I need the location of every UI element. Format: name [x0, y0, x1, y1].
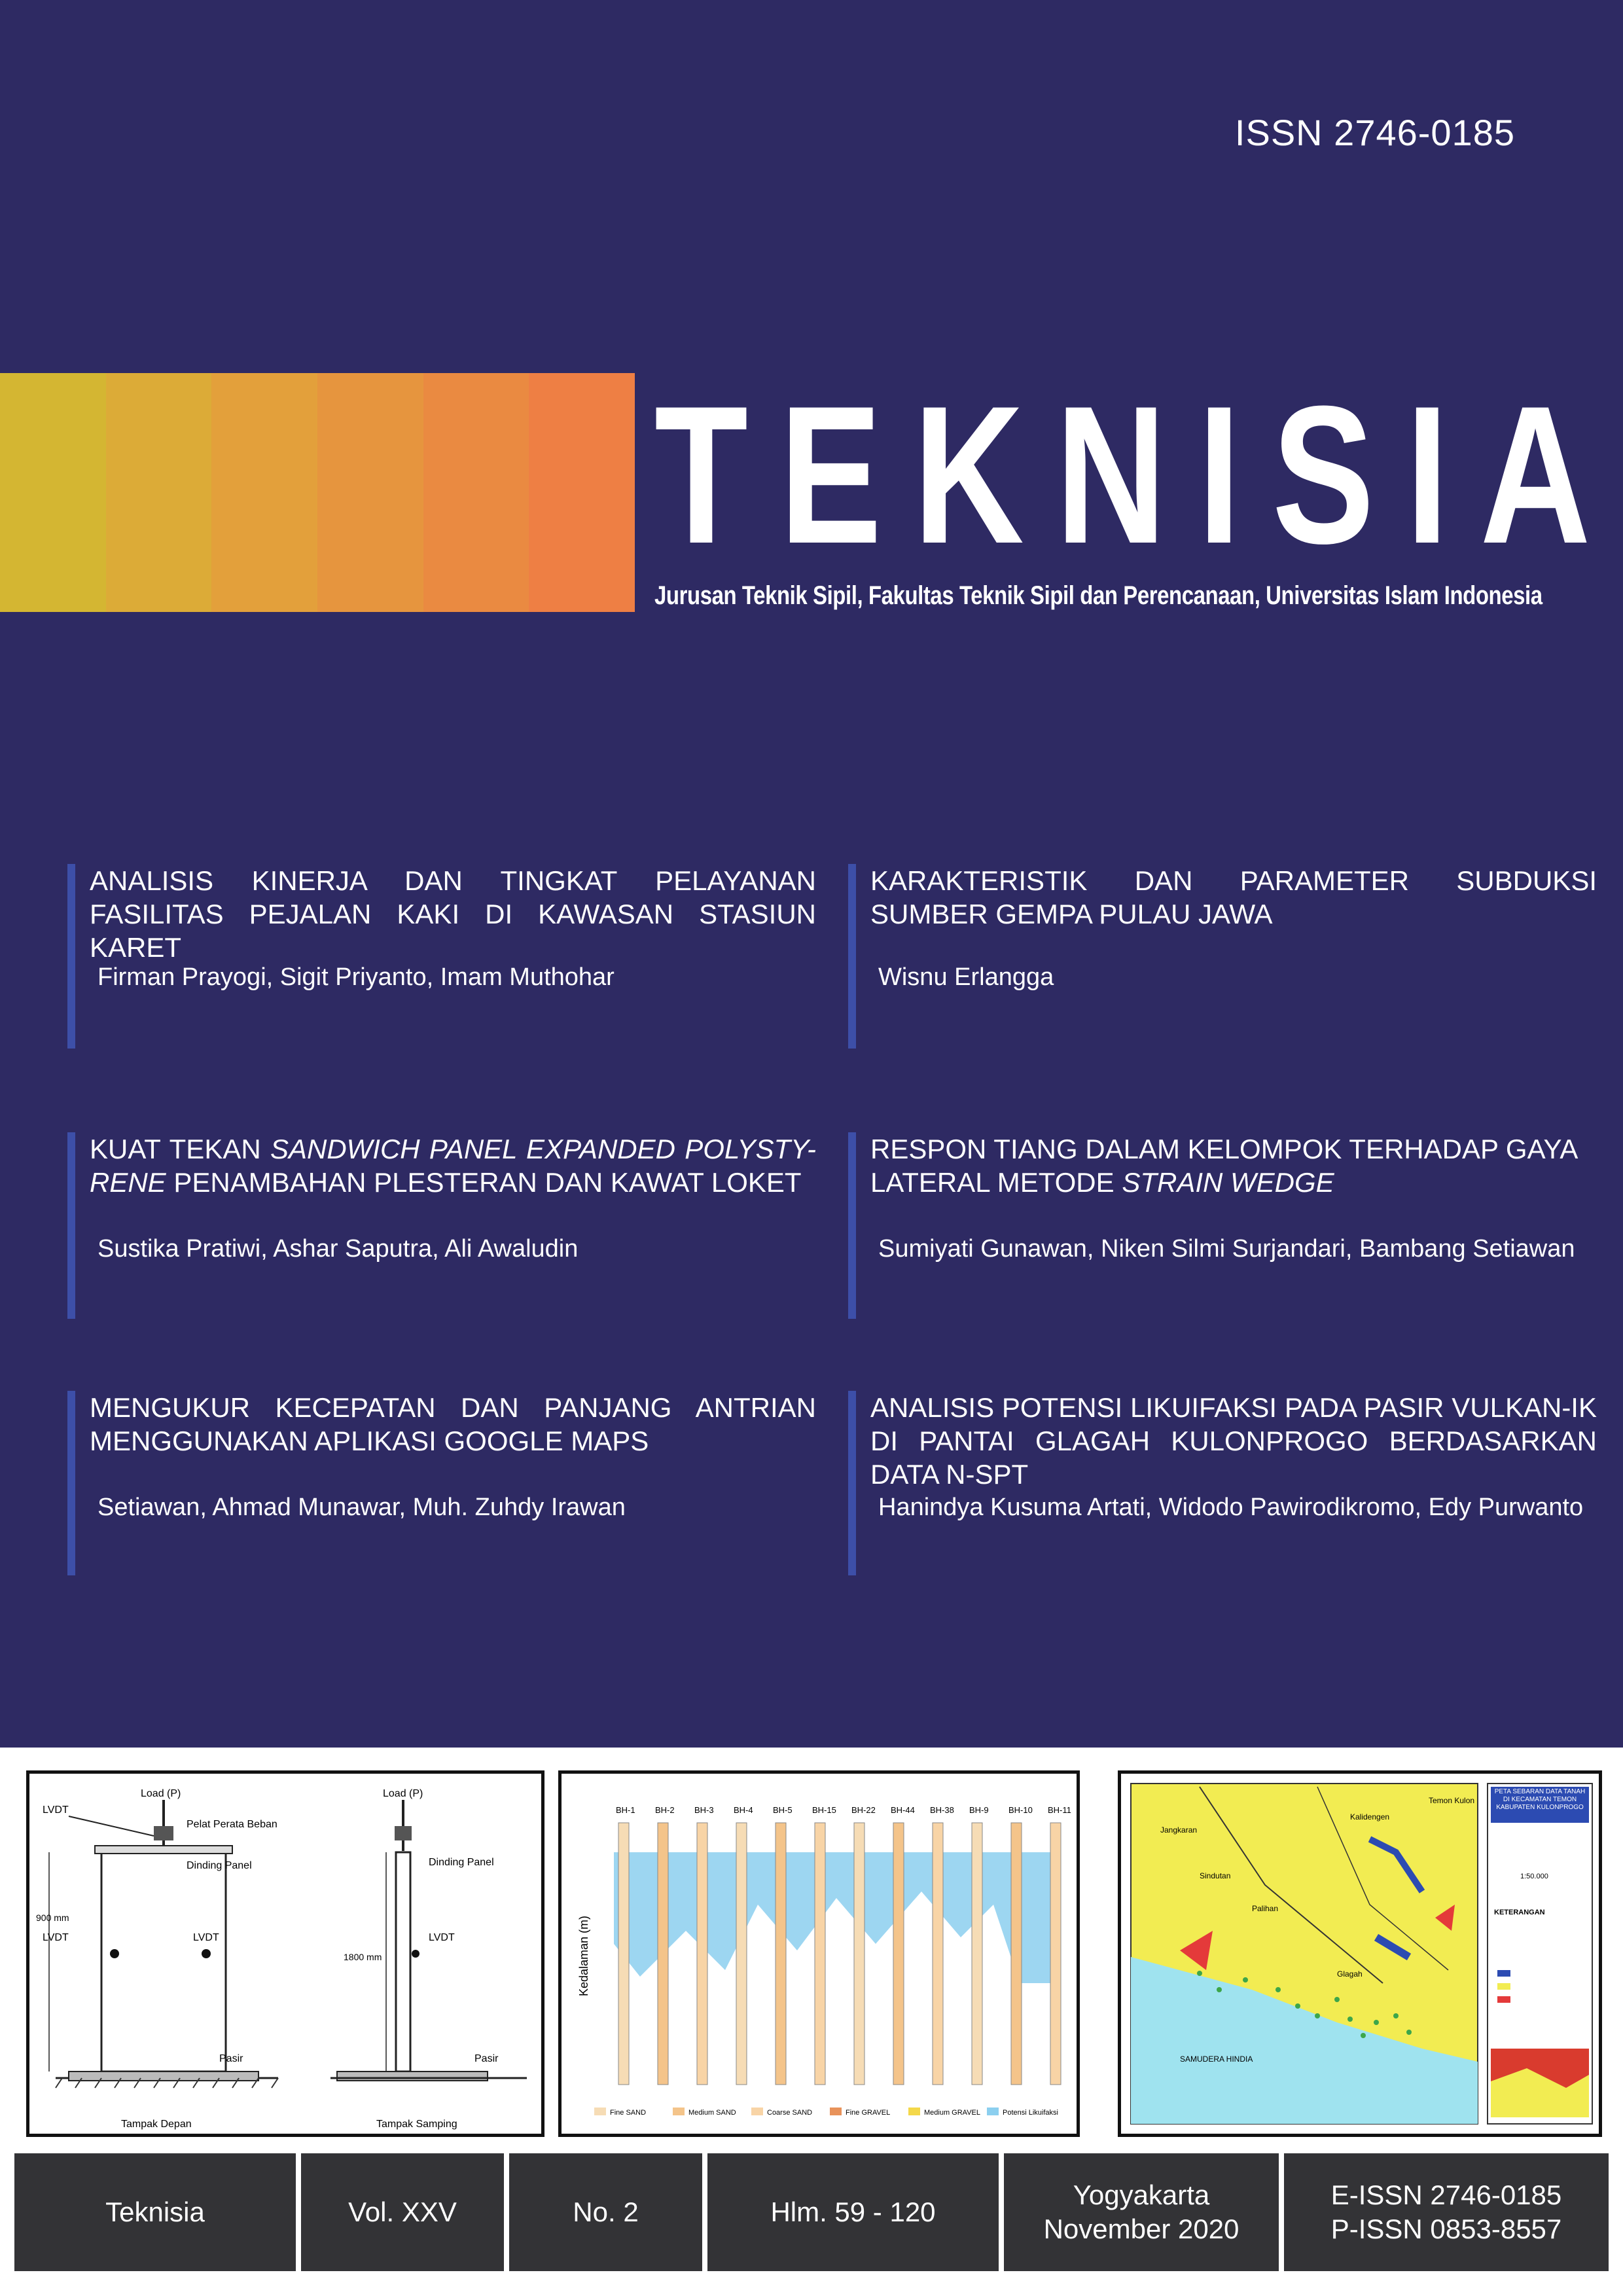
article-1[interactable]: [67, 864, 816, 1049]
article-3[interactable]: [67, 1132, 816, 1319]
place-date-cell: [1004, 2153, 1279, 2271]
p-issn: P-ISSN 0853-8557: [1330, 2214, 1562, 2244]
city: Yogyakarta: [1073, 2179, 1210, 2210]
borehole-label: BH-44: [891, 1805, 915, 1815]
borehole-column: [972, 1823, 982, 2085]
borehole-column: [815, 1823, 825, 2085]
borehole-label: BH-15: [812, 1805, 836, 1815]
article-title: ANALISIS KINERJA DAN TINGKAT PELAYANAN FASILITAS PEJALAN KAKI DI KAWASAN STASIUN KARET: [90, 865, 816, 963]
place-label: Temon Kulon: [1429, 1796, 1475, 1805]
load-label: Load (P): [141, 1788, 181, 1799]
article-4[interactable]: [848, 1132, 1597, 1319]
title-italic: STRAIN WEDGE: [1122, 1167, 1334, 1198]
lvdt-label: LVDT: [43, 1804, 69, 1816]
figure-map: [1118, 1770, 1602, 2137]
height-900-label: 900 mm: [36, 1912, 69, 1923]
e-issn: E-ISSN 2746-0185: [1330, 2179, 1562, 2210]
borehole-column: [697, 1823, 707, 2085]
journal-subtitle: Jurusan Teknik Sipil, Fakultas Teknik Sipil dan Perencanaan, Universitas Islam Indonesia: [654, 581, 1543, 610]
article-authors: Firman Prayogi, Sigit Priyanto, Imam Muthohar: [98, 963, 615, 991]
borehole-label: BH-5: [773, 1805, 793, 1815]
volume: Vol. XXV: [348, 2197, 457, 2227]
sand-label: Pasir: [219, 2053, 243, 2064]
place-label: Palihan: [1252, 1904, 1279, 1913]
legend-swatch: [673, 2108, 685, 2115]
legend-swatch: [594, 2108, 606, 2115]
lvdt-label: LVDT: [429, 1932, 455, 1943]
band-segment: [0, 373, 106, 612]
borehole-label: BH-2: [655, 1805, 675, 1815]
legend-swatch: [751, 2108, 763, 2115]
title-part: KUAT TEKAN: [90, 1134, 270, 1164]
issn-label: ISSN 2746-0185: [1234, 112, 1515, 153]
band-segment: [529, 373, 635, 612]
borehole-column: [1050, 1823, 1061, 2085]
borehole-column: [1011, 1823, 1022, 2085]
legend-label: Fine GRAVEL: [846, 2109, 891, 2117]
borehole-column: [776, 1823, 786, 2085]
pages-cell: [707, 2153, 999, 2271]
borehole-label: BH-10: [1008, 1805, 1033, 1815]
article-2[interactable]: [848, 864, 1597, 1049]
legend-swatch: [830, 2108, 842, 2115]
soil-data-map: [1121, 1774, 1599, 2134]
band-segment: [423, 373, 529, 612]
map-scale: 1:50.000: [1520, 1873, 1548, 1880]
figure-borehole-profile: [558, 1770, 1080, 2137]
article-title: ANALISIS POTENSI LIKUIFAKSI PADA PASIR VULKAN-IK DI PANTAI GLAGAH KULONPROGO BERDASARKAN DATA N-SPT: [870, 1392, 1597, 1490]
band-segment: [317, 373, 423, 612]
depth-axis-label: Kedalaman (m): [577, 1915, 590, 1996]
volume-cell: [301, 2153, 504, 2271]
band-segment: [211, 373, 317, 612]
side-view-label: Tampak Samping: [376, 2119, 457, 2130]
place-label: Jangkaran: [1160, 1825, 1198, 1835]
issue-info-bar: [14, 2153, 1609, 2271]
article-5[interactable]: [67, 1391, 816, 1575]
title-part: RESPON TIANG DALAM KELOMPOK TERHADAP GAYA LATERAL METODE: [870, 1134, 1577, 1198]
band-segment: [106, 373, 212, 612]
article-title: [870, 1132, 1597, 1199]
pages: Hlm. 59 - 120: [770, 2197, 936, 2227]
front-view-label: Tampak Depan: [121, 2119, 192, 2130]
article-6[interactable]: [848, 1391, 1597, 1575]
legend-label: Coarse SAND: [767, 2109, 813, 2117]
map-title: PETA SEBARAN DATA TANAH DI KECAMATAN TEMON KABUPATEN KULONPROGO: [1494, 1788, 1586, 1811]
lvdt-label: LVDT: [193, 1932, 219, 1943]
borehole-label: BH-9: [969, 1805, 989, 1815]
borehole-column: [658, 1823, 668, 2085]
journal-name-cell: [14, 2153, 296, 2271]
lvdt-label: LVDT: [43, 1932, 69, 1943]
borehole-label: BH-4: [734, 1805, 753, 1815]
article-authors: Hanindya Kusuma Artati, Widodo Pawirodikromo, Edy Purwanto: [878, 1494, 1584, 1521]
borehole-column: [736, 1823, 747, 2085]
place-label: Kalidengen: [1350, 1812, 1390, 1821]
legend-label: Medium SAND: [688, 2109, 736, 2117]
borehole-column: [618, 1823, 629, 2085]
borehole-diagram: [562, 1774, 1077, 2134]
borehole-label: BH-1: [616, 1805, 635, 1815]
sand-label: Pasir: [474, 2053, 499, 2064]
article-title: [90, 1132, 816, 1199]
borehole-column: [893, 1823, 904, 2085]
ocean-label: SAMUDERA HINDIA: [1180, 2054, 1253, 2064]
plate-label: Pelat Perata Beban: [187, 1819, 277, 1830]
legend-label: Fine SAND: [610, 2109, 647, 2117]
title-italic: SANDWICH PANEL EXPANDED POLYSTY-RENE: [90, 1134, 817, 1198]
borehole-column: [933, 1823, 943, 2085]
issue-number: No. 2: [573, 2197, 639, 2227]
color-band: [0, 373, 635, 612]
issn-cell: [1284, 2153, 1609, 2271]
place-label: Glagah: [1337, 1969, 1363, 1979]
height-1800-label: 1800 mm: [344, 1952, 382, 1962]
borehole-label: BH-11: [1048, 1805, 1071, 1815]
panel-test-diagram: [29, 1774, 541, 2134]
article-authors: Wisnu Erlangga: [878, 963, 1054, 991]
load-label: Load (P): [383, 1788, 423, 1799]
article-title: KARAKTERISTIK DAN PARAMETER SUBDUKSI SUMBER GEMPA PULAU JAWA: [870, 865, 1597, 929]
borehole-label: BH-22: [851, 1805, 876, 1815]
journal-name: Teknisia: [105, 2197, 205, 2227]
title-part: PENAMBAHAN PLESTERAN DAN KAWAT LOKET: [166, 1167, 802, 1198]
figure-panel-test: [26, 1770, 544, 2137]
map-legend-title: KETERANGAN: [1494, 1909, 1545, 1916]
place-label: Sindutan: [1200, 1871, 1231, 1880]
journal-title: TEKNISIA: [654, 365, 1622, 584]
legend-label: Medium GRAVEL: [924, 2109, 980, 2117]
article-authors: Sumiyati Gunawan, Niken Silmi Surjandari, Bambang Setiawan: [878, 1235, 1575, 1263]
article-authors: Sustika Pratiwi, Ashar Saputra, Ali Awaludin: [98, 1235, 579, 1263]
article-authors: Setiawan, Ahmad Munawar, Muh. Zuhdy Irawan: [98, 1494, 626, 1521]
borehole-label: BH-3: [694, 1805, 714, 1815]
legend-label: Potensi Likuifaksi: [1003, 2109, 1058, 2117]
legend-swatch: [908, 2108, 920, 2115]
panel-label: Dinding Panel: [429, 1857, 494, 1868]
date: November 2020: [1043, 2214, 1240, 2244]
number-cell: [509, 2153, 702, 2271]
borehole-column: [854, 1823, 865, 2085]
article-title: MENGUKUR KECEPATAN DAN PANJANG ANTRIAN MENGGUNAKAN APLIKASI GOOGLE MAPS: [90, 1392, 816, 1456]
panel-label: Dinding Panel: [187, 1860, 252, 1871]
legend-swatch: [987, 2108, 999, 2115]
borehole-label: BH-38: [930, 1805, 954, 1815]
